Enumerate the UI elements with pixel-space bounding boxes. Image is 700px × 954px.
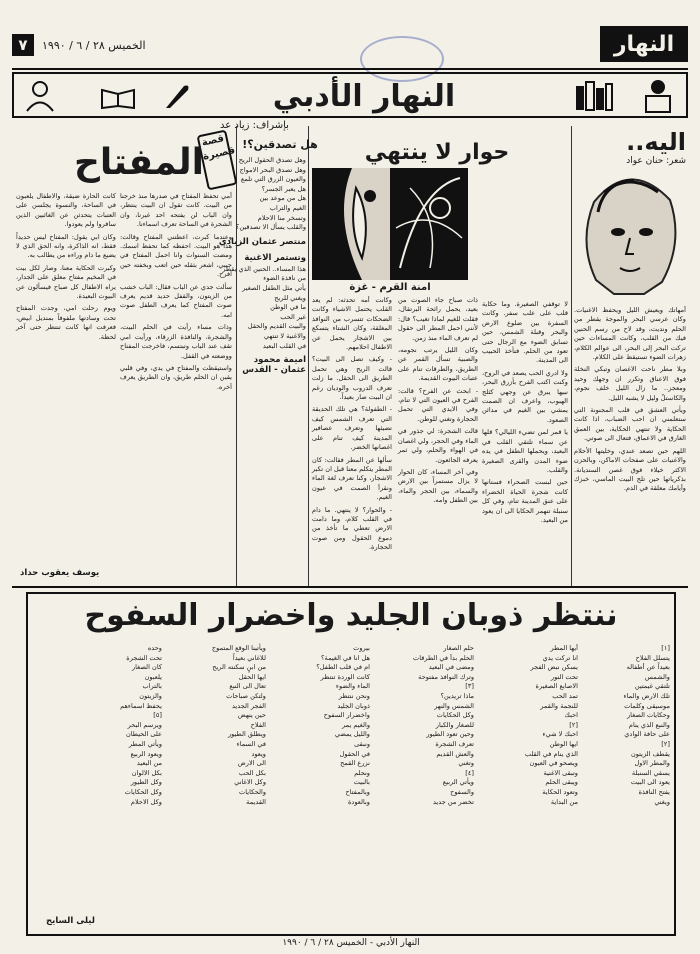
right-article-col-2: لا توقفي الصغيرة. وما حكاية قلب على علب سفر. وكانت السفرة بين ضلوع الارض والبحر وقبلة الشمس، حين تسابق الضوء مع الرجال حتى تعود من الحلم. فتأخذ الحبيب الى المدينة. ولا ادري الحب يصعد في الروح، وكنت اكتب الفرح بأزرق البحر، نبيها يبرق عن وجهي كثلج الهبوب، واعرف ان الصمت يمشي بين الغيم في مدائن الصعود. يا قمر لمن تضيء الليالي؟ قلها عن سماء تلتقي القلب في البعيد، ويحملها الطفل في يده ضوء المدن والقرى الصغيرة والقلب. حين لبست الصحراء فستانها كانت شجرة الحياة الخضراء على عنق المدينة تنام، وفي كل سنبلة تنهمر الحكايا الى ان يعود من البعيد. (482, 300, 568, 524)
middle-article-col-2: ذات صباح جاء الصوت من بعيد، يحمل رائحة البرتقال، فقلت للغيم لماذا تغيب؟ قال: لأنني احمل المطر الى حقول لم تعرف الماء منذ زمن. وكان الليل يرتب نجومه، والصبية تسأل القمر عن الطريق، والطرقات تنام على عتبات البيوت القديمة. - ابحث عن الفرح؟ قالت: الفرح في العيون التي لا تنام، وفي الايدي التي تحمل الحجارة وتغني للوطن. قالت الشجرة: لي جذور في الماء وفي الحجر، ولي اغصان في الهواء والحلم، ولي ثمر يعرفه الجائعون. وفي آخر المساء، كان الحوار لا يزال مستمراً بين الارض والسماء، بين الحجر والماء، بين الطفل وامه. (398, 296, 478, 505)
page-number: ٧ (12, 34, 34, 56)
quill-icon (162, 82, 192, 110)
section-rule (12, 586, 688, 588)
artwork-figure (312, 168, 390, 280)
story-author: يوسف يعقوب حداد (20, 568, 100, 578)
story-title: المفتاح (73, 142, 204, 183)
story-badge: قصة قصيرة (197, 129, 238, 190)
newspaper-logo: النهار (600, 26, 688, 62)
bottom-poem-col-6: وحده تحت الشجرة كان الصغار يلعبون بالتراب والزيتون يحفظ اسماءهم [٥] ويرسم البحر على الحيطان ويأتي المطر ويعود الربيع من البعيد بكل الالوان وكل الطيور وكل الحكايات وكل الاحلام (120, 644, 162, 806)
reader-figure-icon (634, 78, 678, 114)
right-article-header (566, 128, 686, 166)
bottom-poem-col-2: أيها المطر انا تركت يدي يسكن نبض الفجر تحت النور الاصابع الصغيرة تمد الحب للنجمة والقمر احبك [٢] احبك لا شيء ايها الوطن الذي ينام في القلب ويصحو في العيون وتبقى الاغنية ويبقى الحلم وتعود الحكاية من البداية (524, 644, 578, 806)
artwork-abstract (390, 168, 468, 280)
page-footer: النهار الأدبي - الخميس ٢٨ / ٦ / ١٩٩٠ (282, 938, 420, 948)
poet-portrait (574, 162, 686, 302)
poem-body: وهل تصدق الحقول الريح وهل تصدق البحر الامواج والعيون الزرق التي تلمع هل يعبر الجسر؟ هل من موعد بين الغيم والتراب وتسخر منا الاحلام والقلب يسأل الا تصدقين؟ منتصر عثمان الزيادي وتستمر الاغنية هذا المساء.. الحنين الذي يقطر من نافذة الضوء يأتي مثل الطفل الصغير ويغني للريح ما في الوطن غير الحب والبيت القديم والحقل والاغنية لا تنتهي في القلب البعيد اميمة محمود عثمان - القدس (218, 156, 306, 376)
poem-title: هل تصدقين؟! (242, 138, 318, 151)
bottom-poem-col-4: بيروت هل انا في الغيمة؟ ام في قلب الطفل؟ كانت الوردة تنتظر الماء والضوء ونحن ننتظر ذوبان الجليد واخضرار السفوح والغيم يمر والليل يمضي ونبقى في الحقول نزرع القمح ونحلم بالبيت وبالمفتاح وبالعودة (316, 644, 370, 806)
story-col-1: أمي تحفظ المفتاح في صدرها منذ خرجنا من البيت. كانت تقول ان البيت ينتظر، وان الباب لن يفتحه احد غيرنا، وان الشجرة في الساحة تعرف اسماءنا. وعندما كبرت، اعطتني المفتاح وقالت: هذا هو البيت. احفظه كما تحفظ اسمك. ومضت السنوات وانا احمل المفتاح في جيبي، اشعر بثقله حين اتعب وبخفته حين افرح. سألت جدي عن الباب فقال: الباب خشب من الزيتون، والقفل حديد قديم يعرف صوت المفتاح كما يعرف الطفل صوت امه. وذات مساء رأيت في الحلم البيت، والشجرة، والنافذة الزرقاء، ورأيت امي تقف عند الباب وتبتسم، فاخرجت المفتاح ووضعته في القفل. واستيقظت والمفتاح في يدي، وفي قلبي يقين ان الحلم طريق، وان الطريق يعرف آخره. (120, 192, 232, 391)
supervisor-credit: بإشراف: زياد عد (220, 120, 289, 131)
dateline: الخميس ٢٨ / ٦ / ١٩٩٠ (42, 38, 146, 52)
story-col-2: كانت الحارة ضيقة، والاطفال يلعبون في الساحة، والنسوة يجلسن على العتبات يتحدثن عن الغائبين الذين سافروا ولم يعودوا. وكان ابي يقول: المفتاح ليس حديداً فقط، انه الذاكرة، وانه الحق الذي لا يضيع ما دام وراءه من يطالب به. وكبرت الحكاية معنا، وصار لكل بيت في المخيم مفتاح معلق على الجدار، يراه الاطفال كل صباح فيسألون عن البيوت البعيدة. ويوم رحلت امي، وجدت المفتاح تحت وسادتها ملفوفاً بمنديل ابيض، فعرفت انها كانت تنتظر حتى آخر لحظة. (16, 192, 116, 341)
column-divider (308, 126, 309, 588)
section-banner (12, 72, 688, 118)
right-article-title: اليه.. (626, 128, 686, 156)
author-figure-icon (22, 80, 58, 112)
middle-article-title: حوار لا ينتهي (364, 140, 510, 165)
bottom-poem-col-1: [١] يتسلل الفلاح بعيداً عن أطفاله والشمس تلتقي غيمتين تلك الارض والماء موسيقى وكلمات وحكايات الصغار والنبع الذي ينام على حافة الوادي [٢] يقطف الزيتون والمطر الاول يسقي السنبلة يعود الى البيت يفتح النافذة ويغني (623, 644, 670, 806)
poem-subtitle: وتستمر الاغنية (244, 252, 306, 263)
bottom-poem-title: ننتظر ذوبان الجليد واخضرار السفوح (84, 598, 618, 633)
masthead-rule (12, 68, 688, 70)
middle-article-col-1: وكانت أمه تحدثه: لم يعد القلب يحتمل الاشياء وكانت الضحكات تتسرب من النوافذ المغلقة، وكان الشتاء يتسكع بين الاشجار يحمل عن الاطفال احلامهم. - وكيف تصل الى البيت؟ قالت الريح وهي تحمل الطريق الى الحقل. ما زلت تعرف الدروب والوديان رغم ان البيت صار بعيداً. - الطفولة؟ هي تلك الحديقة التي تعرف الشمس كيف تضيئها وتعرف عصافير المدينة كيف تنام على اغصانها الخضر. سألها عن المطر فقالت: كان المطر يتكلم معنا قبل ان تكبر الاشجار، وكنا نعرف لغة الماء ونقرأ الصمت في عيون الغيم. - والحوار؟ لا ينتهي. ما دام في القلب كلام، وما دامت الارض تعطي ما تأخذ من دموع الحقول ومن صوت الحجارة. (312, 296, 392, 552)
poem-subtitle-author: اميمة محمود عثمان - القدس (242, 355, 306, 376)
column-divider (236, 126, 237, 588)
books-stack-icon (574, 80, 614, 112)
open-book-icon (100, 84, 136, 110)
artwork-caption: امنة القرم - غزة (349, 282, 431, 293)
column-divider (571, 126, 572, 588)
section-title: النهار الأدبي (272, 79, 456, 114)
poem-author: منتصر عثمان الزيادي (218, 236, 306, 247)
bottom-poem-author: ليلى السايح (46, 916, 95, 926)
right-article-author: شعر: حنان عواد (626, 156, 686, 166)
masthead (12, 24, 688, 66)
bottom-poem-col-5: ويأتينا الوقع المتموج للاغاني بعيداً من ابنٍ سكنته الريح ايها الحقل تعال الى النبع ولتكن صباحات الفجر الجديد حين ينهض الفلاح ويطلق الطيور في السماء ويعود الى الارض بكل الحب وكل الاغاني والحكايات القديمة (211, 644, 266, 806)
right-article-col-1: أمهاتك ويعيش الليل ويحفظ الاغنيات. وكان عرسي البحر والموجة يقطر من الحلم ونديت، وقد لاح من رسم الحنين فيك من القلب، وكانت المساءات حين تركت البحر إلى البحر، الى عوالم الكلام، زهرات الضوء تستيقظ على الكلام. وبلا مطر ناحت الاغصان وتبكي النخلة فوق الاعناق وتكرر ان وجهك وحيد ومعجز.. ما زال الليل خلف نجوم، والكاستلّ وليل لا يشبه الليل. ويأتي العشق في قلب المجنونة التي ستعلمني ان احب الضباب، اذا كانت الحكاية ولا تنتهي الحكاية، بين العمق الغارق في الاعماق، فتعال الى صوتي. اللهم حين تصعد عندي، وخليتها الأحلام والاغنيات على صفحات الاماكن، وبالحزن الاكثر خيلاء فوق غصن السنديانة. بذكرياتها حين تلج البيت الماسي، خبزك وأيامك معلقة في الدم. (574, 306, 686, 493)
bottom-poem-col-3: حلم الصغار الحلم بدأ في الطرقات ومضى في البعيد وترك النوافذ مفتوحة [٣] ماذا تريدين؟ الشمس والنهر وكل الحكايات للصغار والكبار وحين تعود الطيور تعرف الشجرة والعش القديم وتغني [٤] ويأتي الربيع والسفوح تخضر من جديد (413, 644, 474, 806)
